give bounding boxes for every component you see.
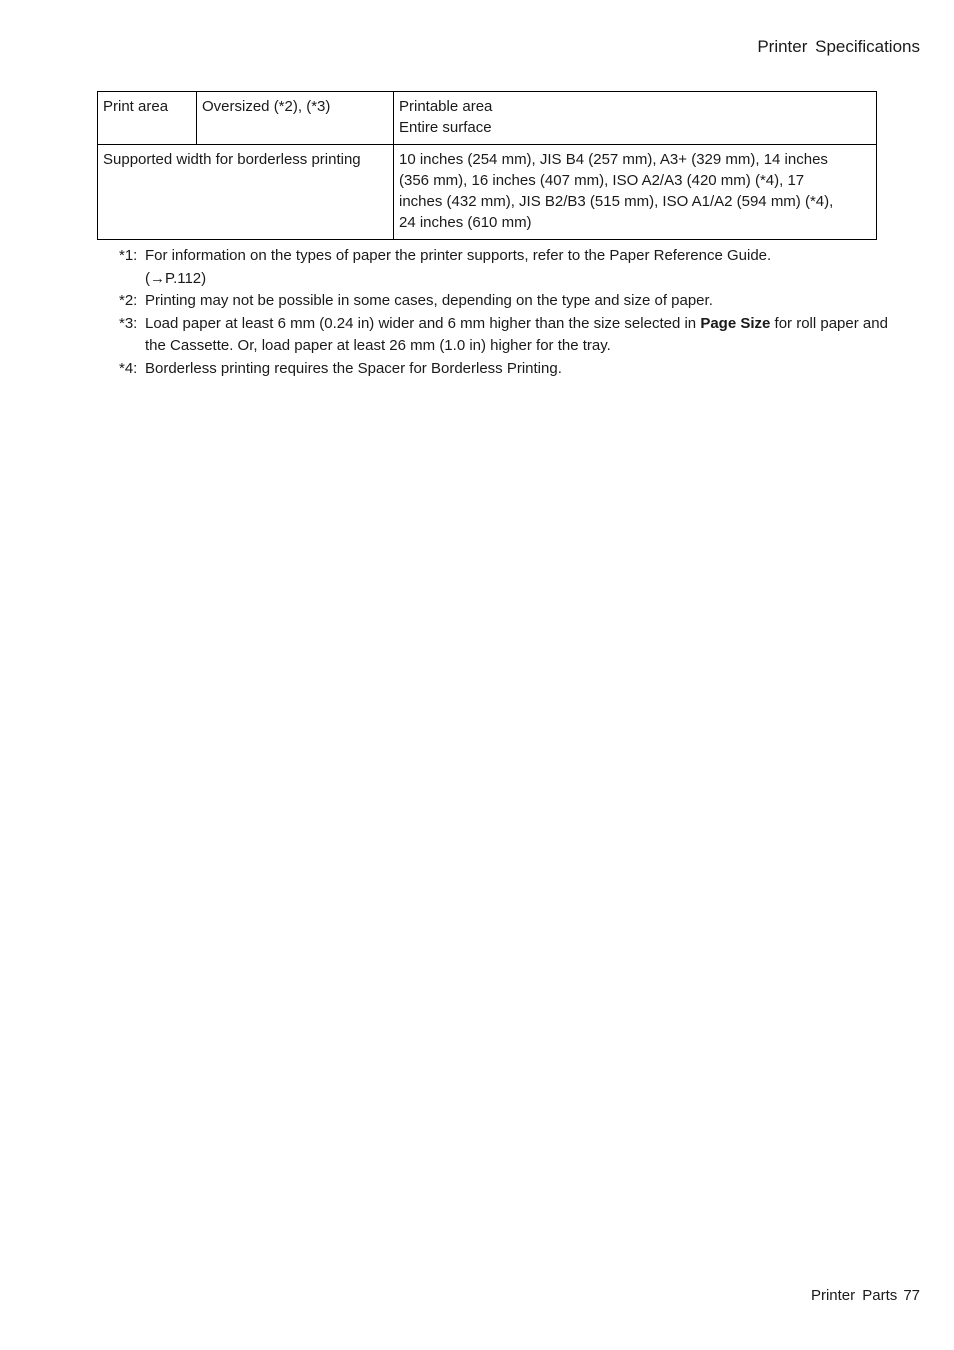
footnote-2 [119, 290, 889, 313]
footnote-mark: *4: [119, 359, 138, 377]
page-footer [811, 1287, 920, 1304]
row-label-borderless-width: Supported width for borderless printing [98, 145, 394, 240]
spec-table [97, 91, 877, 240]
footnote-4 [119, 358, 889, 381]
footnote-mark: *1: [119, 247, 138, 264]
row-value-print-area [394, 92, 877, 145]
value-line: 10 inches (254 mm), JIS B4 (257 mm), A3+ (329 mm), 14 inches [399, 151, 828, 168]
row-value-borderless-width [394, 145, 877, 240]
value-line: 24 inches (610 mm) [399, 214, 532, 231]
table-row [98, 145, 877, 240]
footnote-mark: *2: [119, 292, 138, 309]
table-row [98, 92, 877, 145]
row-sublabel-oversized: Oversized (*2), (*3) [197, 92, 394, 145]
footer-section-title: Printer Parts [810, 1287, 898, 1304]
page-header-title: Printer Specifications [757, 37, 920, 56]
footnote-text [145, 245, 889, 290]
footnote-text: Printing may not be possible in some cases, depending on the type and size of paper. [145, 292, 713, 309]
footnote-text-part: for roll paper and the Cassette. Or, load paper at least 26 mm (1.0 in) higher for the tray. [145, 314, 888, 354]
footnote-text-part: Load paper at least 6 mm (0.24 in) wider and 6 mm higher than the size selected in [145, 314, 701, 332]
footnotes [119, 245, 889, 380]
footnote-mark: *3: [119, 314, 138, 332]
row-label-print-area: Print area [98, 92, 197, 145]
page-reference-link[interactable]: (→P.112) [145, 269, 207, 287]
footnote-text [145, 313, 889, 358]
value-line: (356 mm), 16 inches (407 mm), ISO A2/A3 (420 mm) (*4), 17 [399, 172, 805, 189]
page-number: 77 [903, 1287, 920, 1304]
footnote-text: Borderless printing requires the Spacer for Borderless Printing. [145, 359, 562, 377]
value-line: Printable area [399, 98, 493, 115]
footnote-line: For information on the types of paper the printer supports, refer to the Paper Reference Guide. [145, 247, 772, 264]
footnote-3 [119, 313, 889, 358]
value-line: Entire surface [399, 119, 492, 136]
page-size-term: Page Size [700, 314, 771, 332]
footnote-1 [119, 245, 889, 290]
value-line: inches (432 mm), JIS B2/B3 (515 mm), ISO A1/A2 (594 mm) (*4), [399, 193, 834, 210]
